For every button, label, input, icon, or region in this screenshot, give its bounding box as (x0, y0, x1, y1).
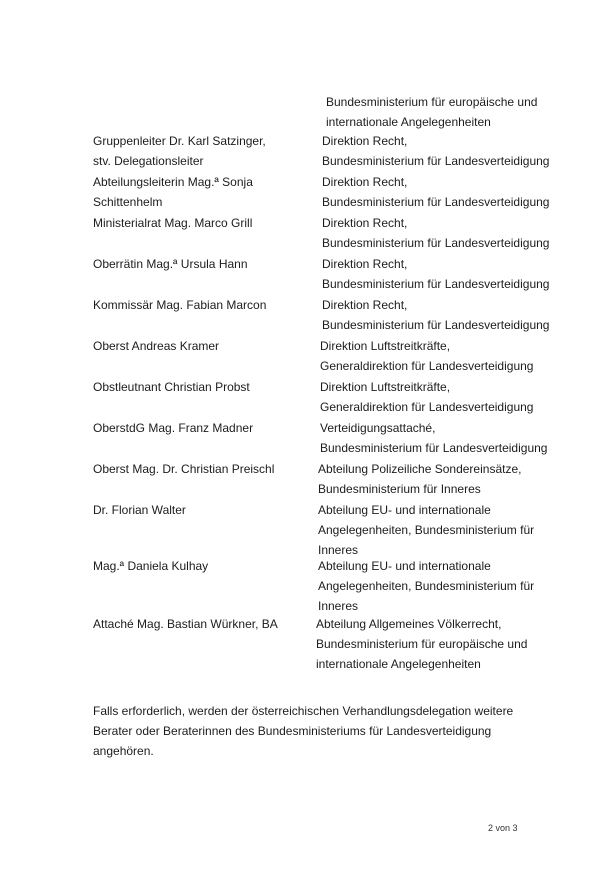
member-name: Abteilungsleiterin Mag.ª Sonja Schittenhelm (93, 175, 253, 209)
header-affiliation: Bundesministerium für europäische und internationale Angelegenheiten (326, 95, 538, 129)
member-affiliation: Direktion Luftstreitkräfte, Generaldirektion für Landesverteidigung (320, 380, 534, 414)
member-name: Obstleutnant Christian Probst (93, 380, 250, 394)
member-name: Gruppenleiter Dr. Karl Satzinger, stv. Delegationsleiter (93, 134, 266, 168)
member-affiliation: Direktion Recht, Bundesministerium für Landesverteidigung (322, 216, 550, 250)
member-name: Attaché Mag. Bastian Würkner, BA (93, 617, 278, 631)
member-name: Kommissär Mag. Fabian Marcon (93, 298, 267, 312)
member-name: Oberrätin Mag.ª Ursula Hann (93, 257, 248, 271)
member-affiliation: Direktion Recht, Bundesministerium für Landesverteidigung (322, 134, 550, 168)
member-affiliation: Abteilung EU- und internationale Angelegenheiten, Bundesministerium für Inneres (318, 559, 535, 613)
closing-paragraph: Falls erforderlich, werden der österreichischen Verhandlungsdelegation weitere Berater oder Beraterinnen des Bundesministeriums für Landesverteidigung angehören. (93, 704, 514, 758)
member-affiliation: Direktion Recht, Bundesministerium für Landesverteidigung (322, 175, 550, 209)
member-affiliation: Verteidigungsattaché, Bundesministerium für Landesverteidigung (320, 421, 548, 455)
member-affiliation: Direktion Recht, Bundesministerium für Landesverteidigung (322, 257, 550, 291)
page-number: 2 von 3 (488, 823, 518, 833)
member-name: Ministerialrat Mag. Marco Grill (93, 216, 253, 230)
member-name: Oberst Mag. Dr. Christian Preischl (93, 462, 275, 476)
member-name: OberstdG Mag. Franz Madner (93, 421, 254, 435)
member-name: Mag.ª Daniela Kulhay (93, 559, 209, 573)
member-affiliation: Abteilung Allgemeines Völkerrecht, Bundesministerium für europäische und internationale Angelegenheiten (316, 617, 528, 671)
member-affiliation: Direktion Luftstreitkräfte, Generaldirektion für Landesverteidigung (320, 339, 534, 373)
member-name: Dr. Florian Walter (93, 503, 186, 517)
member-name: Oberst Andreas Kramer (93, 339, 220, 353)
member-affiliation: Direktion Recht, Bundesministerium für Landesverteidigung (322, 298, 550, 332)
member-affiliation: Abteilung Polizeiliche Sondereinsätze, Bundesministerium für Inneres (318, 462, 522, 496)
member-affiliation: Abteilung EU- und internationale Angelegenheiten, Bundesministerium für Inneres (318, 503, 535, 557)
